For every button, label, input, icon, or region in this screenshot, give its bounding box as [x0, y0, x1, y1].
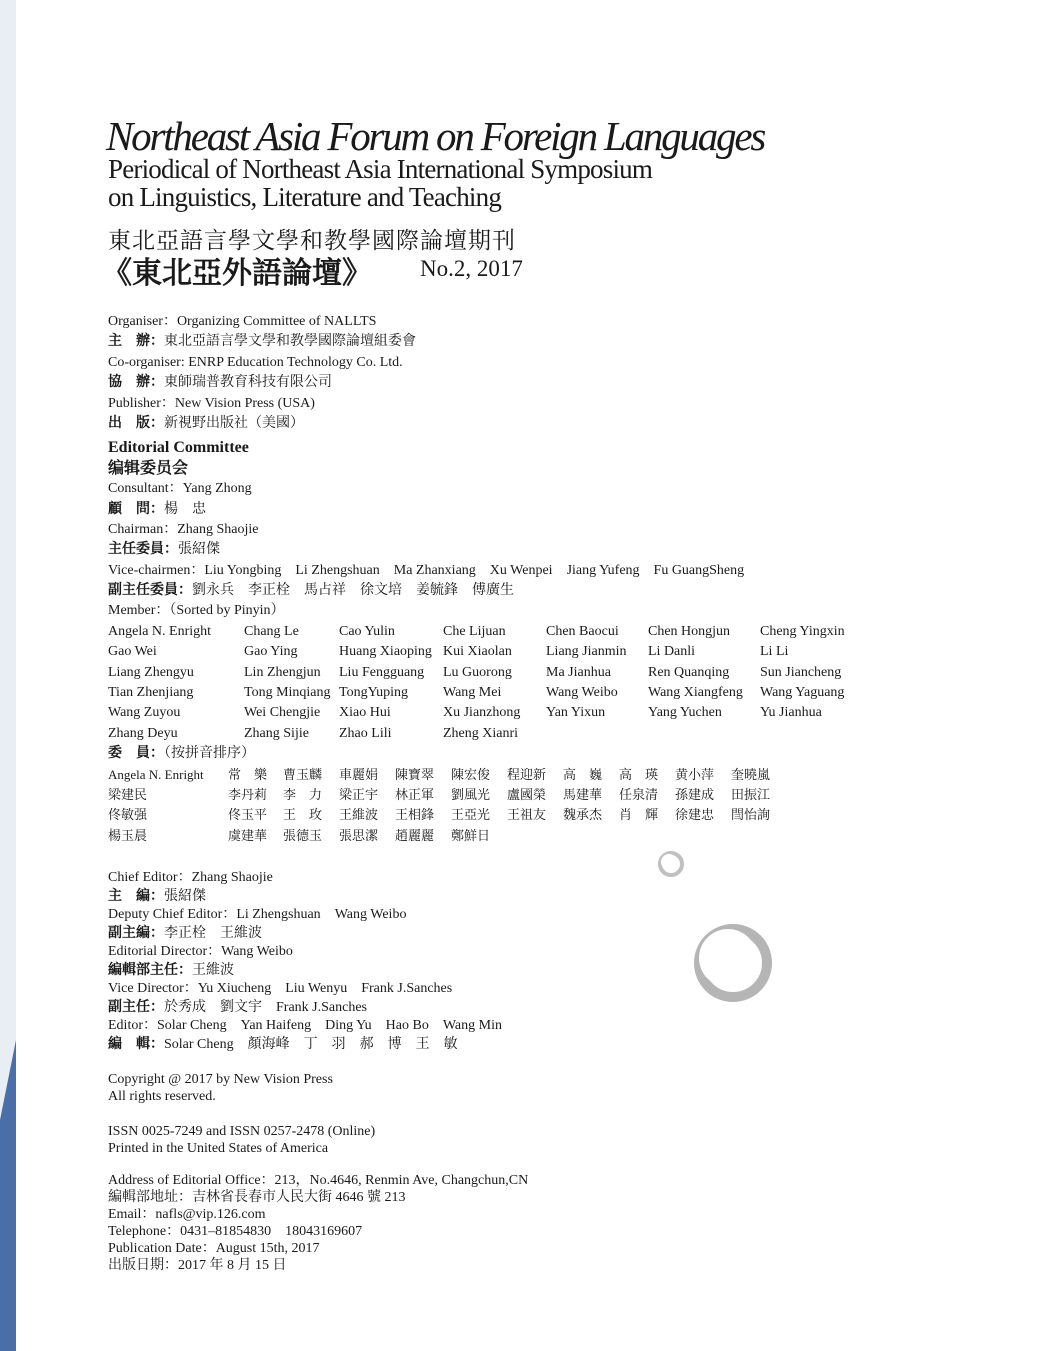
member-name-cn: 佟玉平 — [228, 807, 268, 823]
rights: All rights reserved. — [108, 1089, 216, 1104]
member-name-cn — [563, 826, 619, 846]
issue-number: No.2, 2017 — [420, 256, 523, 281]
decorative-ring-small — [656, 849, 686, 879]
member-name-cn: 高 巍 — [563, 766, 603, 782]
decorative-ring-large — [692, 922, 774, 1004]
member-name: Xu Jianzhong — [443, 705, 521, 721]
organiser-en: Organiser：Organizing Committee of NALLTS — [108, 314, 377, 329]
journal-title-en: Northeast Asia Forum on Foreign Languages — [106, 113, 765, 159]
member-name: Zheng Xianri — [443, 725, 519, 741]
vice-director-name-cn: Frank J.Sanches — [276, 999, 367, 1015]
organiser-cn: 主 辦：東北亞語言學文學和教學國際論壇組委會 — [108, 334, 416, 350]
member-name: Lin Zhengjun — [244, 664, 321, 680]
editor-name-cn: 王 敏 — [415, 1036, 458, 1052]
member-name: Angela N. Enright — [108, 623, 212, 639]
member-name-cn — [507, 826, 563, 846]
member-name: Wang Zuyou — [108, 705, 181, 721]
member-name: Wei Chengjie — [244, 705, 321, 721]
editor-en: Editor：Solar Cheng Yan Haifeng Ding Yu Hao Bo Wang Min — [108, 1018, 502, 1033]
member-name-cn: 梁建民 — [108, 786, 148, 802]
member-name: Ma Jianhua — [546, 664, 611, 680]
member-name-cn: Angela N. Enright — [108, 766, 204, 782]
editors-block — [108, 866, 1008, 1051]
editor-name: Wang Min — [442, 1018, 502, 1033]
member-name-cn: 趙麗麗 — [395, 827, 435, 843]
member-name: Che Lijuan — [443, 623, 506, 639]
member-name: Liang Jianmin — [546, 644, 627, 660]
editor-name: Solar Cheng — [157, 1018, 227, 1033]
deputy-editor-name: Wang Weibo — [334, 907, 407, 922]
member-name-cn: 王祖友 — [507, 807, 547, 823]
publication-date-en: Publication Date：August 15th, 2017 — [108, 1241, 320, 1256]
member-name-cn — [731, 826, 787, 846]
member-name: Cheng Yingxin — [760, 623, 845, 639]
deputy-editor-en: Deputy Chief Editor：Li Zhengshuan Wang Weibo — [108, 907, 407, 922]
member-name-cn: 張思潔 — [339, 827, 379, 843]
editor-name-cn: 丁 羽 — [303, 1036, 346, 1052]
member-name: Cao Yulin — [339, 623, 395, 639]
member-name: Liang Zhengyu — [108, 664, 194, 680]
publisher-cn: 出 版：新視野出版社（美國） — [108, 415, 304, 431]
deputy-editor-cn: 副主編：李正栓 王維波 — [108, 925, 262, 941]
member-name-cn: 閆怡詢 — [731, 807, 771, 823]
member-name: Sun Jiancheng — [760, 664, 842, 680]
member-label-en: Member：（Sorted by Pinyin） — [108, 603, 285, 619]
member-name-cn — [675, 826, 731, 846]
vice-chairmen-cn: 副主任委員：劉永兵 李正栓 馬占祥 徐文培 姜毓鋒 傅廣生 — [108, 583, 514, 599]
contact-block — [108, 1169, 528, 1271]
member-name: Tian Zhenjiang — [108, 685, 194, 701]
member-name-cn: 高 瑛 — [619, 766, 659, 782]
member-name: Gao Ying — [244, 644, 298, 660]
consultant-en: Consultant：Yang Zhong — [108, 481, 252, 497]
vice-director-name-cn: 劉文宇 — [220, 999, 262, 1015]
member-name-cn: 孫建成 — [675, 786, 715, 802]
chief-editor-cn: 主 編：張紹傑 — [108, 888, 206, 904]
member-name: Chen Hongjun — [648, 623, 731, 639]
deputy-editor-name-cn: 李正栓 — [164, 925, 206, 941]
issn: ISSN 0025-7249 and ISSN 0257-2478 (Online) — [108, 1124, 376, 1139]
committee-heading-en: Editorial Committee — [108, 439, 249, 457]
editor-name: Yan Haifeng — [240, 1018, 312, 1033]
editor-name-cn: 郝 博 — [359, 1036, 402, 1052]
vice-chairman-name: Xu Wenpei — [489, 562, 553, 578]
left-blue-wedge — [0, 1040, 16, 1351]
editor-name: Hao Bo — [385, 1018, 429, 1033]
vice-chairman-name-cn: 傅廣生 — [472, 583, 514, 599]
copyright: Copyright @ 2017 by New Vision Press — [108, 1072, 333, 1087]
member-name: Wang Xiangfeng — [648, 685, 743, 701]
coorganiser-cn: 協 辦：東師瑞普教育科技有限公司 — [108, 375, 332, 391]
member-name: Huang Xiaoping — [339, 644, 432, 660]
member-name: Yu Jianhua — [760, 705, 822, 721]
member-name: Zhang Sijie — [244, 725, 309, 741]
editor-name: Ding Yu — [325, 1018, 372, 1033]
chairman-en: Chairman：Zhang Shaojie — [108, 521, 259, 537]
member-name-cn: 梁正宇 — [339, 786, 379, 802]
member-name-cn: 任泉清 — [619, 786, 659, 802]
member-name: Zhao Lili — [339, 725, 392, 741]
member-name: Xiao Hui — [339, 705, 391, 721]
deputy-editor-name-cn: 王維波 — [220, 925, 262, 941]
member-name: Li Danli — [648, 644, 696, 660]
member-name — [648, 724, 760, 744]
member-name: Lu Guorong — [443, 664, 512, 680]
member-name-cn: 王亞光 — [451, 807, 491, 823]
vice-director-en: Vice Director：Yu Xiucheng Liu Wenyu Frank J.Sanches — [108, 981, 453, 996]
vice-director-name: Yu Xiucheng — [197, 981, 272, 996]
member-name-cn: 肖 輝 — [619, 807, 659, 823]
member-label-cn: 委 員：（按拼音排序） — [108, 746, 255, 762]
vice-chairman-name-cn: 姜毓鋒 — [416, 583, 458, 599]
chairman-cn: 主任委員：張紹傑 — [108, 542, 220, 558]
address-cn: 編輯部地址：吉林省長春市人民大街 4646 號 213 — [108, 1190, 406, 1205]
member-name-cn: 林正軍 — [395, 786, 435, 802]
member-name-cn: 馬建華 — [563, 786, 603, 802]
member-name — [760, 724, 860, 744]
journal-title-cn: 《東北亞外語論壇》 — [102, 257, 372, 290]
editor-name-cn: 顏海峰 — [247, 1036, 290, 1052]
member-name: Tong Minqiang — [244, 685, 331, 701]
editor-cn: 編 輯：Solar Cheng 顏海峰 丁 羽 郝 博 王 敏 — [108, 1036, 458, 1052]
member-name: Yan Yixun — [546, 705, 606, 721]
member-name-cn — [619, 826, 675, 846]
vice-chairman-name-cn: 劉永兵 — [192, 583, 234, 599]
issn-block — [108, 1124, 375, 1158]
vice-chairman-name-cn: 徐文培 — [360, 583, 402, 599]
member-name-cn: 陳寶翠 — [395, 766, 435, 782]
vice-chairman-name: Ma Zhanxiang — [393, 562, 476, 578]
member-name: Yang Yuchen — [648, 705, 722, 721]
committee-heading-cn: 编辑委员会 — [108, 459, 189, 477]
member-name: Gao Wei — [108, 644, 157, 660]
member-name-cn: 張德玉 — [283, 827, 323, 843]
vice-director-cn: 副主任：於秀成 劉文宇 Frank J.Sanches — [108, 999, 367, 1015]
copyright-block — [108, 1072, 333, 1106]
member-name-cn: 曹玉麟 — [283, 766, 323, 782]
member-name: Liu Fengguang — [339, 664, 425, 680]
member-name-cn: 王維波 — [339, 807, 379, 823]
vice-director-name: Frank J.Sanches — [361, 981, 453, 996]
member-name-cn: 王相鋒 — [395, 807, 435, 823]
subtitle-line-1: Periodical of Northeast Asia International Symposium — [108, 154, 653, 184]
member-name: Zhang Deyu — [108, 725, 178, 741]
deputy-editor-name: Li Zhengshuan — [236, 907, 321, 922]
members-cn-grid — [108, 765, 1008, 847]
members-en-grid — [108, 622, 1008, 744]
subtitle-line-2: on Linguistics, Literature and Teaching — [108, 182, 502, 212]
member-name: TongYuping — [339, 685, 409, 701]
vice-director-name: Liu Wenyu — [285, 981, 348, 996]
vice-chairman-name-cn: 李正栓 — [248, 583, 290, 599]
vice-chairman-name: Li Zhengshuan — [295, 562, 380, 578]
member-name-cn: 李 力 — [283, 786, 323, 802]
member-name — [546, 724, 648, 744]
printed: Printed in the United States of America — [108, 1141, 329, 1156]
member-name-cn: 王 玫 — [283, 807, 323, 823]
member-name: Wang Weibo — [546, 685, 618, 701]
member-name: Kui Xiaolan — [443, 644, 512, 660]
member-name-cn: 魏承杰 — [563, 807, 603, 823]
address-en: Address of Editorial Office：213，No.4646, Renmin Ave, Changchun,CN — [108, 1173, 529, 1188]
member-name-cn: 車麗娟 — [339, 766, 379, 782]
member-name-cn: 黄小萍 — [675, 766, 715, 782]
member-name: Chen Baocui — [546, 623, 619, 639]
chief-editor-en: Chief Editor：Zhang Shaojie — [108, 870, 273, 885]
email: Email：nafls@vip.126.com — [108, 1207, 266, 1222]
member-name: Wang Mei — [443, 685, 502, 701]
member-name-cn: 李丹莉 — [228, 786, 268, 802]
subtitle-cn: 東北亞語言學文學和教學國際論壇期刊 — [108, 228, 516, 253]
vice-chairman-name: Jiang Yufeng — [566, 562, 640, 578]
member-name: Chang Le — [244, 623, 299, 639]
member-name-cn: 田振江 — [731, 786, 771, 802]
member-name-cn: 虞建華 — [228, 827, 268, 843]
publication-date-cn: 出版日期：2017 年 8 月 15 日 — [108, 1258, 287, 1273]
member-name: Li Li — [760, 644, 789, 660]
member-name-cn: 陳宏俊 — [451, 766, 491, 782]
member-name-cn: 奎曉嵐 — [731, 766, 771, 782]
consultant-cn: 顧 問：楊 忠 — [108, 501, 206, 517]
member-name: Wang Yaguang — [760, 685, 845, 701]
editor-name-cn: Solar Cheng — [164, 1036, 234, 1052]
vice-director-name-cn: 於秀成 — [164, 999, 206, 1015]
member-name-cn: 鄭鮮日 — [451, 827, 491, 843]
vice-chairman-name-cn: 馬占祥 — [304, 583, 346, 599]
member-name-cn: 楊玉晨 — [108, 827, 148, 843]
coorganiser-en: Co-organiser: ENRP Education Technology Co. Ltd. — [108, 354, 403, 370]
member-name-cn: 常 樂 — [228, 766, 268, 782]
organiser-block — [108, 312, 1008, 846]
member-name-cn: 程迎新 — [507, 766, 547, 782]
vice-chairman-name: Liu Yongbing — [204, 562, 282, 578]
publisher-en: Publisher：New Vision Press (USA) — [108, 395, 315, 411]
director-cn: 編輯部主任：王維波 — [108, 962, 234, 978]
director-en: Editorial Director：Wang Weibo — [108, 944, 293, 959]
telephone: Telephone：0431–81854830 18043169607 — [108, 1224, 363, 1239]
member-name-cn: 徐建忠 — [675, 807, 715, 823]
vice-chairman-name: Fu GuangSheng — [653, 562, 745, 578]
vice-chairmen-en: Vice-chairmen：Liu Yongbing Li Zhengshuan Ma Zhanxiang Xu Wenpei Jiang Yufeng Fu GuangSheng — [108, 562, 745, 578]
member-name-cn: 佟敏强 — [108, 807, 148, 823]
member-name-cn: 劉風光 — [451, 786, 491, 802]
member-name: Ren Quanqing — [648, 664, 730, 680]
member-name-cn: 盧國榮 — [507, 786, 547, 802]
